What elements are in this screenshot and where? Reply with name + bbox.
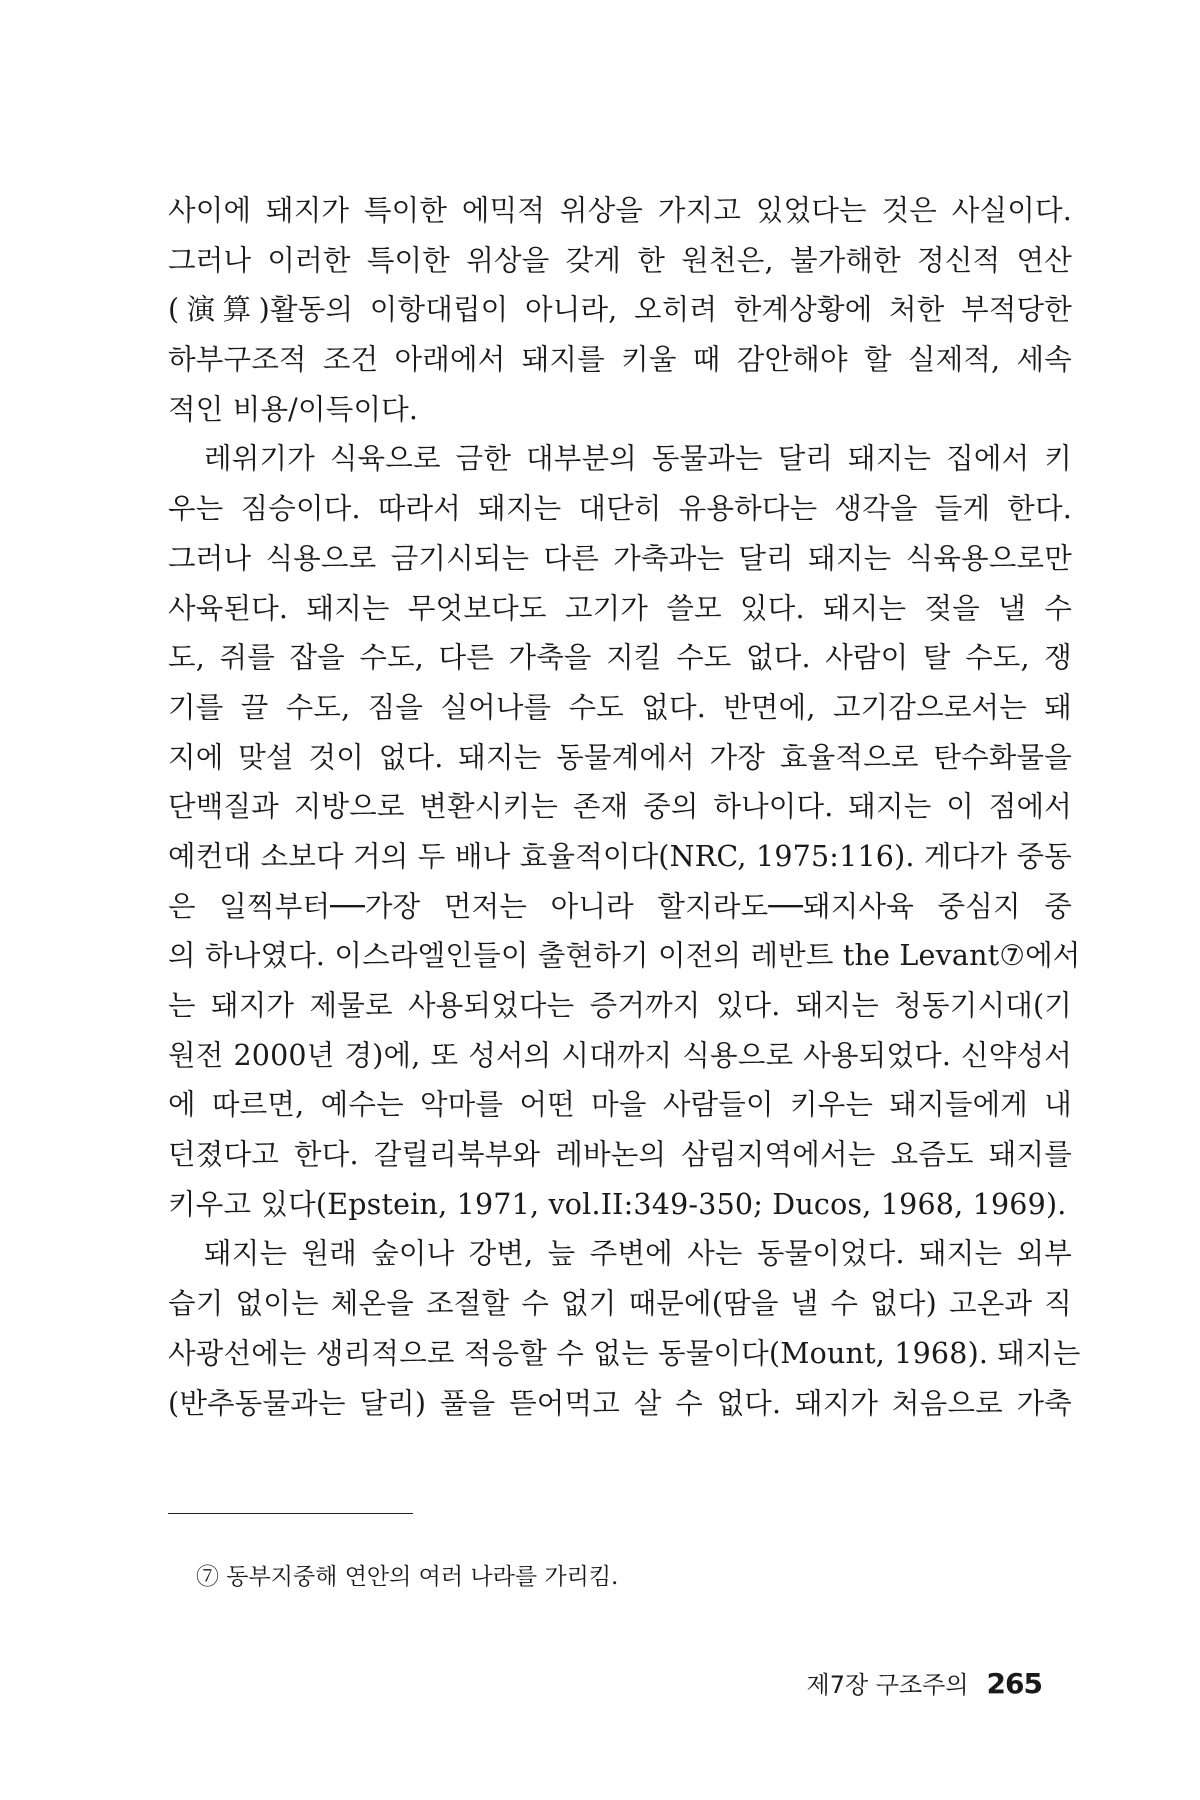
text-line: 의 하나였다. 이스라엘인들이 출현하기 이전의 레반트 the Levant⑦에서	[168, 939, 1081, 973]
text-line: 는 돼지가 제물로 사용되었다는 증거까지 있다. 돼지는 청동기시대(기	[168, 989, 1072, 1022]
footnote: ⑦ 동부지중해 연안의 여러 나라를 가리킴.	[196, 1564, 619, 1590]
text-line: 던졌다고 한다. 갈릴리북부와 레바논의 삼림지역에서는 요즘도 돼지를	[168, 1138, 1072, 1172]
text-line: 예컨대 소보다 거의 두 배나 효율적이다(NRC, 1975:116). 게다가 중동	[168, 839, 1072, 873]
chapter-title: 제7장 구조주의	[806, 1671, 969, 1699]
text-line: 습기 없이는 체온을 조절할 수 없기 때문에(땀을 낼 수 없다) 고온과 직	[168, 1287, 1072, 1321]
text-line: 사광선에는 생리적으로 적응할 수 없는 동물이다(Mount, 1968). 돼지는	[168, 1336, 1081, 1370]
text-line: 은 일찍부터──가장 먼저는 아니라 할지라도──돼지사육 중심지 중	[168, 889, 1072, 923]
text-line: 에 따르면, 예수는 악마를 어떤 마을 사람들이 키우는 돼지들에게 내	[168, 1088, 1072, 1122]
text-line: 레위기가 식육으로 금한 대부분의 동물과는 달리 돼지는 집에서 키	[204, 442, 1072, 476]
text-line: 도, 쥐를 잡을 수도, 다른 가축을 지킬 수도 없다. 사람이 탈 수도, 쟁	[168, 641, 1072, 675]
text-line: 키우고 있다(Epstein, 1971, vol.II:349-350; Ducos, 1968, 1969).	[168, 1187, 1067, 1221]
text-line: (반추동물과는 달리) 풀을 뜯어먹고 살 수 없다. 돼지가 처음으로 가축	[168, 1386, 1072, 1420]
text-line: 원전 2000년 경)에, 또 성서의 시대까지 식용으로 사용되었다. 신약성서	[168, 1038, 1072, 1072]
footnote-divider	[168, 1513, 413, 1514]
text-line: 그러나 이러한 특이한 위상을 갖게 한 원천은, 불가해한 정신적 연산	[168, 243, 1072, 277]
running-footer	[807, 1668, 1042, 1701]
text-line: 기를 끌 수도, 짐을 실어나를 수도 없다. 반면에, 고기감으로서는 돼	[168, 690, 1072, 724]
text-line: 사이에 돼지가 특이한 에믹적 위상을 가지고 있었다는 것은 사실이다.	[168, 194, 1072, 227]
text-line: 그러나 식용으로 금기시되는 다른 가축과는 달리 돼지는 식육용으로만	[168, 541, 1072, 575]
body-text	[168, 186, 1081, 1428]
text-line: 사육된다. 돼지는 무엇보다도 고기가 쓸모 있다. 돼지는 젖을 낼 수	[168, 591, 1072, 625]
page-number: 265	[986, 1667, 1042, 1700]
text-line: 우는 짐승이다. 따라서 돼지는 대단히 유용하다는 생각을 들게 한다.	[168, 492, 1072, 526]
text-line: 단백질과 지방으로 변환시키는 존재 중의 하나이다. 돼지는 이 점에서	[168, 790, 1072, 824]
text-line: (演算)활동의 이항대립이 아니라, 오히려 한계상황에 처한 부적당한	[168, 293, 1072, 327]
text-line: 적인 비용/이득이다.	[168, 392, 419, 426]
text-line: 하부구조적 조건 아래에서 돼지를 키울 때 감안해야 할 실제적, 세속	[168, 343, 1072, 377]
text-line: 지에 맞설 것이 없다. 돼지는 동물계에서 가장 효율적으로 탄수화물을	[168, 740, 1072, 774]
text-line: 돼지는 원래 숲이나 강변, 늪 주변에 사는 동물이었다. 돼지는 외부	[204, 1237, 1072, 1271]
